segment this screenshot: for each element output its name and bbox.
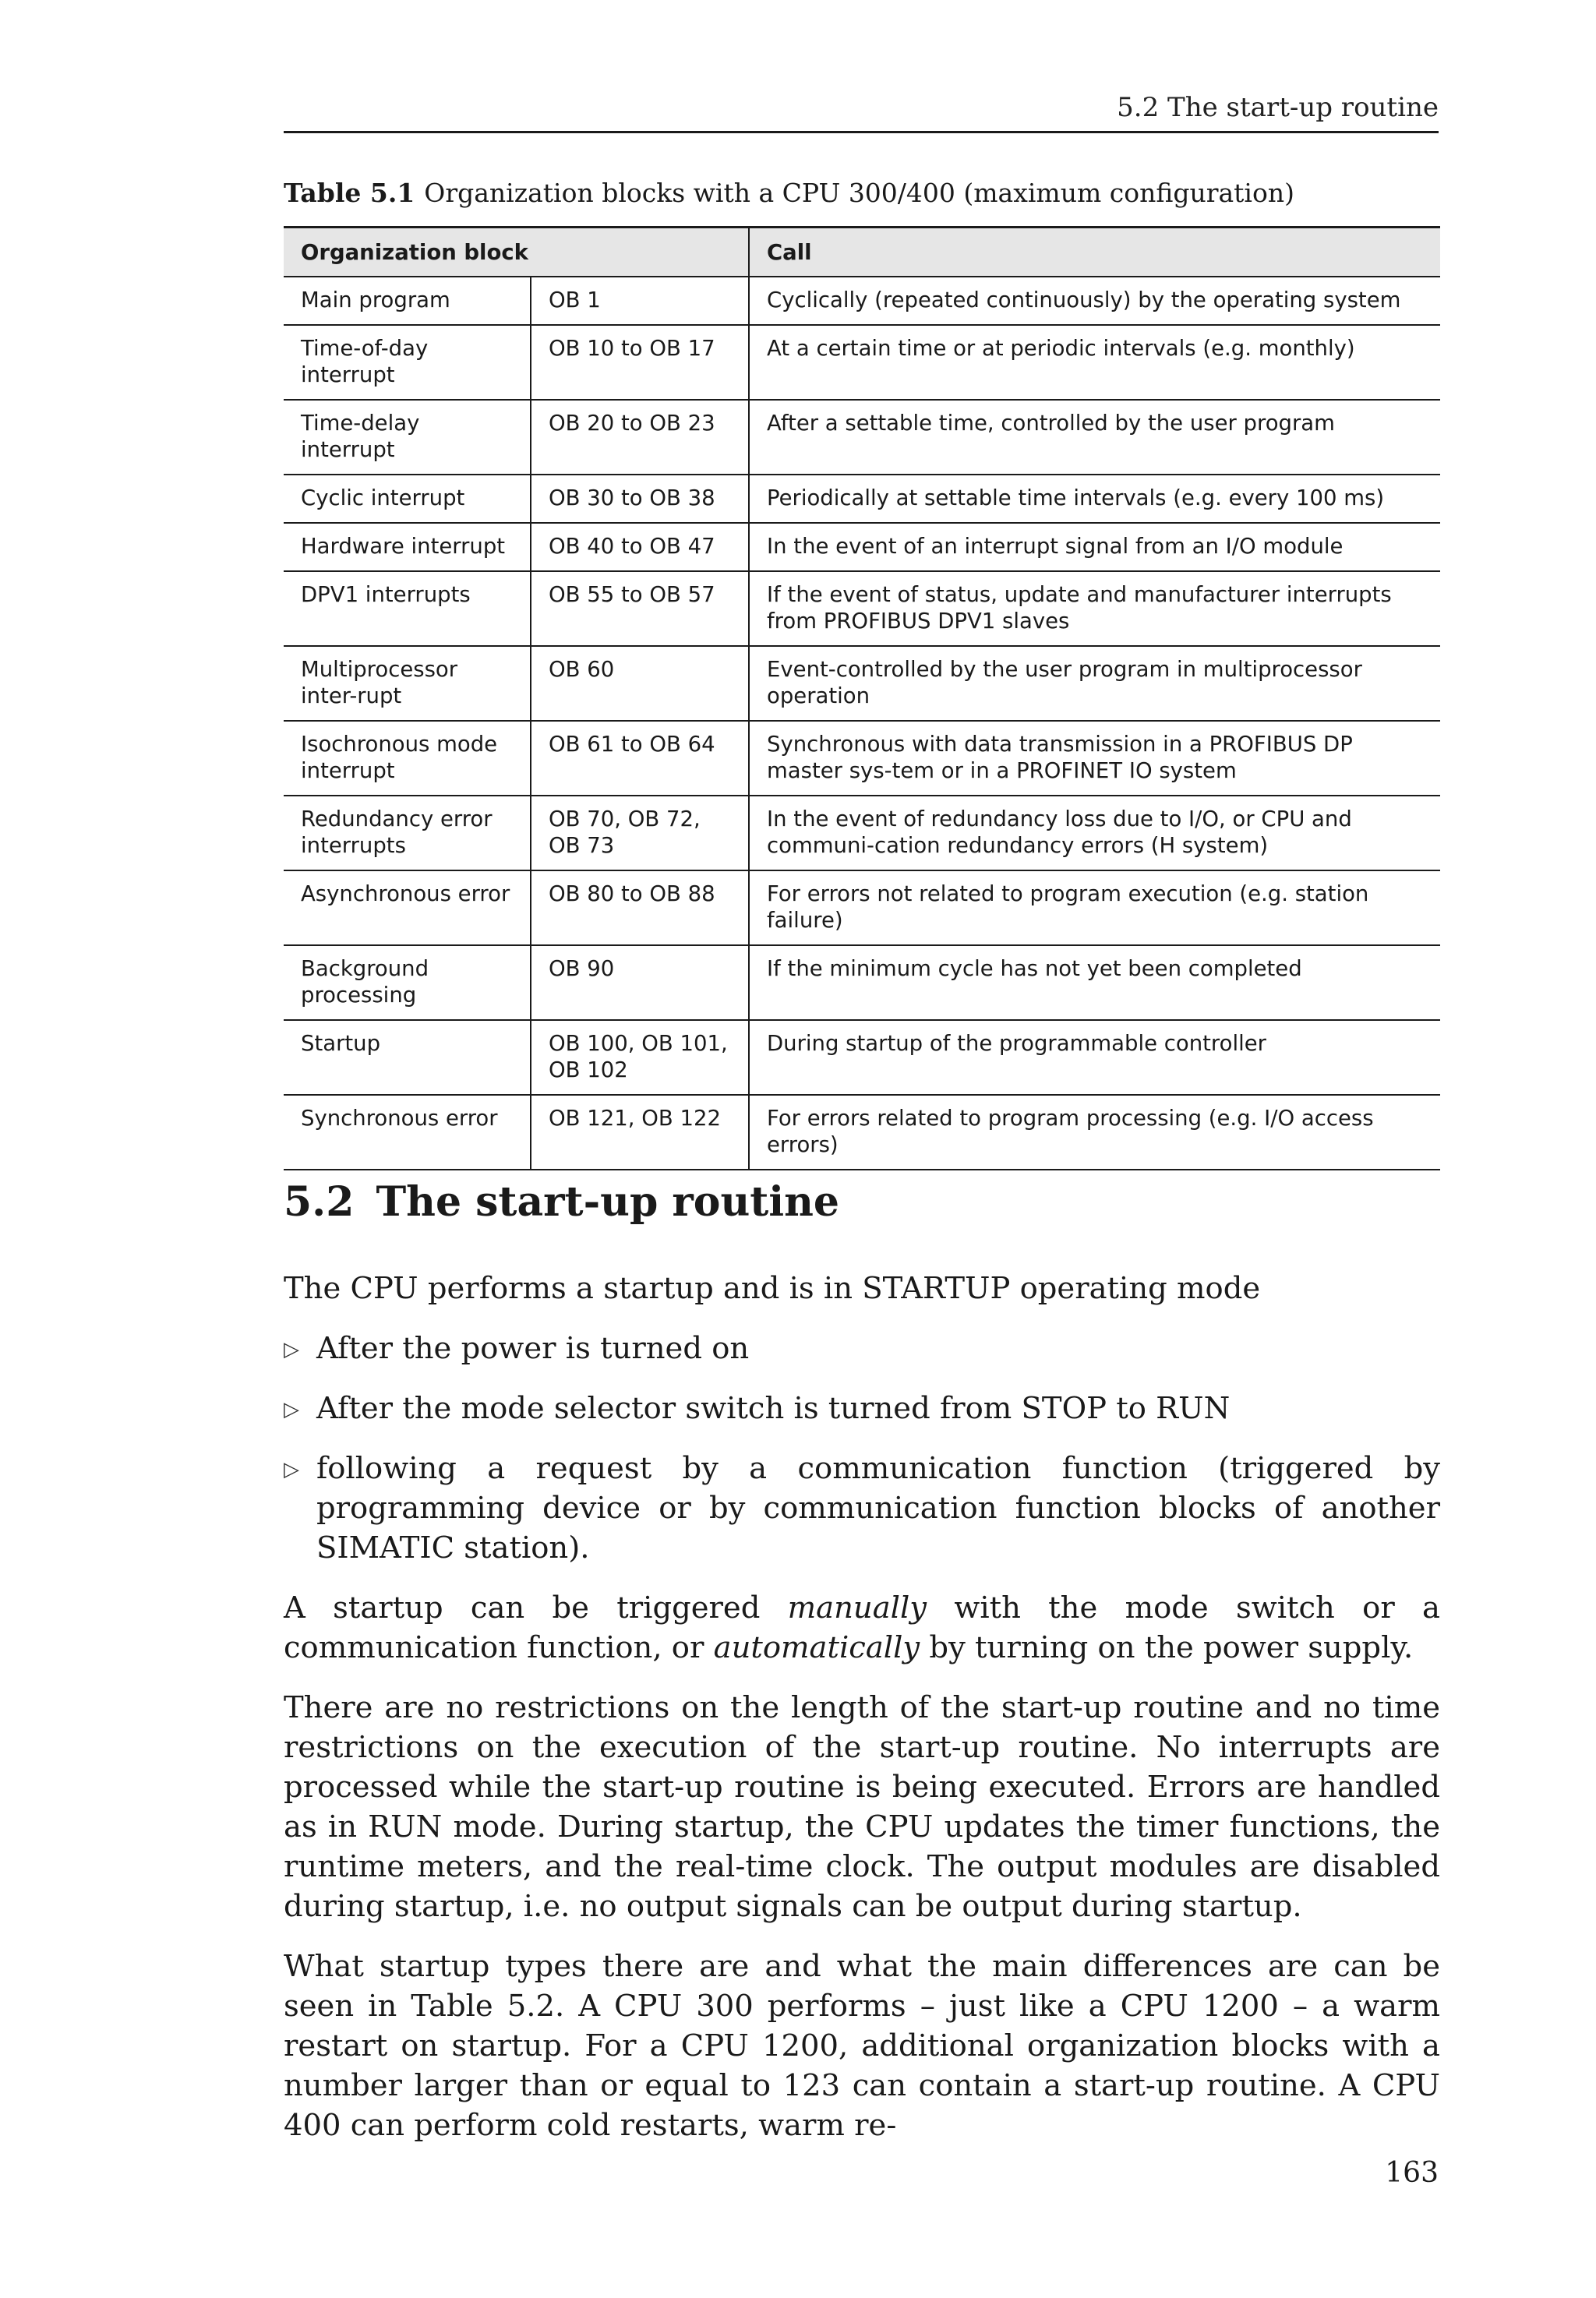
header-call: Call [749, 228, 1440, 277]
cell-ob: OB 70, OB 72, OB 73 [531, 796, 749, 870]
page-number: 163 [1385, 2157, 1439, 2189]
cell-call: If the minimum cycle has not yet been completed [749, 945, 1440, 1020]
emphasis-manually: manually [787, 1590, 927, 1626]
table-row [284, 945, 1440, 1020]
paragraph-restrictions: There are no restrictions on the length of the start-up routine and no time restrictions on the execution of the start-up routine. No interrupts are processed while the start-up routine is being executed. Errors are handled as in RUN mode. During startup, the CPU updates the timer functions, the runtime meters, and the real-time clock. The output modules are disabled during startup, i.e. no output signals can be output during startup. [284, 1690, 1440, 1924]
table-row [284, 325, 1440, 400]
cell-ob: OB 60 [531, 646, 749, 721]
intro-paragraph: The CPU performs a startup and is in STARTUP operating mode [284, 1271, 1261, 1306]
cell-ob: OB 90 [531, 945, 749, 1020]
cell-call: For errors not related to program execution (e.g. station failure) [749, 870, 1440, 945]
table-row [284, 277, 1440, 325]
cell-ob: OB 40 to OB 47 [531, 523, 749, 571]
table-caption [284, 178, 1294, 208]
cell-ob: OB 100, OB 101, OB 102 [531, 1020, 749, 1095]
organization-blocks-table [284, 226, 1440, 1170]
table-row [284, 523, 1440, 571]
table-row [284, 646, 1440, 721]
text-run: A startup can be triggered [284, 1590, 788, 1626]
table-row [284, 1095, 1440, 1170]
cell-call: In the event of redundancy loss due to I/O, or CPU and communi-cation redundancy errors (H system) [749, 796, 1440, 870]
cell-name: Isochronous mode interrupt [284, 721, 531, 796]
cell-name: Multiprocessor inter-rupt [284, 646, 531, 721]
table-row [284, 571, 1440, 646]
list-item [284, 1329, 1440, 1368]
cell-call: Synchronous with data transmission in a PROFIBUS DP master sys-tem or in a PROFINET IO system [749, 721, 1440, 796]
table-row [284, 721, 1440, 796]
section-number: 5.2 [284, 1178, 355, 1226]
table-row [284, 400, 1440, 475]
cell-call: During startup of the programmable controller [749, 1020, 1440, 1095]
table-row [284, 796, 1440, 870]
cell-name: Redundancy error interrupts [284, 796, 531, 870]
triangle-bullet-icon: ▷ [284, 1458, 299, 1481]
emphasis-automatically: automatically [713, 1630, 920, 1665]
bullet-list [284, 1329, 1440, 1568]
cell-name: Background processing [284, 945, 531, 1020]
header-organization-block: Organization block [284, 228, 749, 277]
list-item [284, 1449, 1440, 1568]
cell-name: DPV1 interrupts [284, 571, 531, 646]
text-run: with the mode switch or a communication function, or [284, 1590, 1440, 1665]
cell-name: Startup [284, 1020, 531, 1095]
cell-name: Synchronous error [284, 1095, 531, 1170]
table-caption-text: Organization blocks with a CPU 300/400 (maximum configuration) [424, 178, 1294, 208]
cell-name: Cyclic interrupt [284, 475, 531, 523]
cell-call: Event-controlled by the user program in multiprocessor operation [749, 646, 1440, 721]
cell-call: In the event of an interrupt signal from an I/O module [749, 523, 1440, 571]
triangle-bullet-icon: ▷ [284, 1338, 299, 1361]
cell-name: Main program [284, 277, 531, 325]
cell-call: Cyclically (repeated continuously) by the operating system [749, 277, 1440, 325]
table-row [284, 475, 1440, 523]
cell-ob: OB 10 to OB 17 [531, 325, 749, 400]
cell-ob: OB 61 to OB 64 [531, 721, 749, 796]
cell-ob: OB 55 to OB 57 [531, 571, 749, 646]
paragraph-startup-types: What startup types there are and what the main differences are can be seen in Table 5.2. A CPU 300 performs – just like a CPU 1200 – a warm restart on startup. For a CPU 1200, additional organization blocks with a number larger than or equal to 123 can contain a start-up routine. A CPU 400 can perform cold restarts, warm re- [284, 1949, 1440, 2143]
cell-ob: OB 20 to OB 23 [531, 400, 749, 475]
table-row [284, 870, 1440, 945]
running-header-text: 5.2 The start-up routine [1117, 92, 1439, 123]
list-item-text: After the power is turned on [316, 1331, 750, 1366]
list-item [284, 1389, 1440, 1428]
triangle-bullet-icon: ▷ [284, 1398, 299, 1421]
cell-ob: OB 30 to OB 38 [531, 475, 749, 523]
cell-name: Asynchronous error [284, 870, 531, 945]
cell-call: If the event of status, update and manufacturer interrupts from PROFIBUS DPV1 slaves [749, 571, 1440, 646]
cell-call: At a certain time or at periodic intervals (e.g. monthly) [749, 325, 1440, 400]
section-heading [284, 1178, 839, 1226]
cell-ob: OB 80 to OB 88 [531, 870, 749, 945]
section-title: The start-up routine [376, 1178, 839, 1226]
cell-call: After a settable time, controlled by the user program [749, 400, 1440, 475]
cell-name: Time-of-day interrupt [284, 325, 531, 400]
list-item-text: following a request by a communication function (triggered by programming device or by communication function blocks of another SIMATIC station). [316, 1451, 1440, 1566]
text-run: by turning on the power supply. [920, 1630, 1414, 1665]
cell-call: For errors related to program processing (e.g. I/O access errors) [749, 1095, 1440, 1170]
section-body [284, 1269, 1440, 2166]
cell-call: Periodically at settable time intervals (e.g. every 100 ms) [749, 475, 1440, 523]
cell-ob: OB 121, OB 122 [531, 1095, 749, 1170]
table-caption-label: Table 5.1 [284, 178, 415, 208]
table-header-row [284, 228, 1440, 277]
cell-name: Time-delay interrupt [284, 400, 531, 475]
table-row [284, 1020, 1440, 1095]
paragraph-trigger [284, 1588, 1440, 1668]
list-item-text: After the mode selector switch is turned from STOP to RUN [316, 1391, 1231, 1426]
cell-name: Hardware interrupt [284, 523, 531, 571]
running-header [284, 89, 1439, 133]
cell-ob: OB 1 [531, 277, 749, 325]
